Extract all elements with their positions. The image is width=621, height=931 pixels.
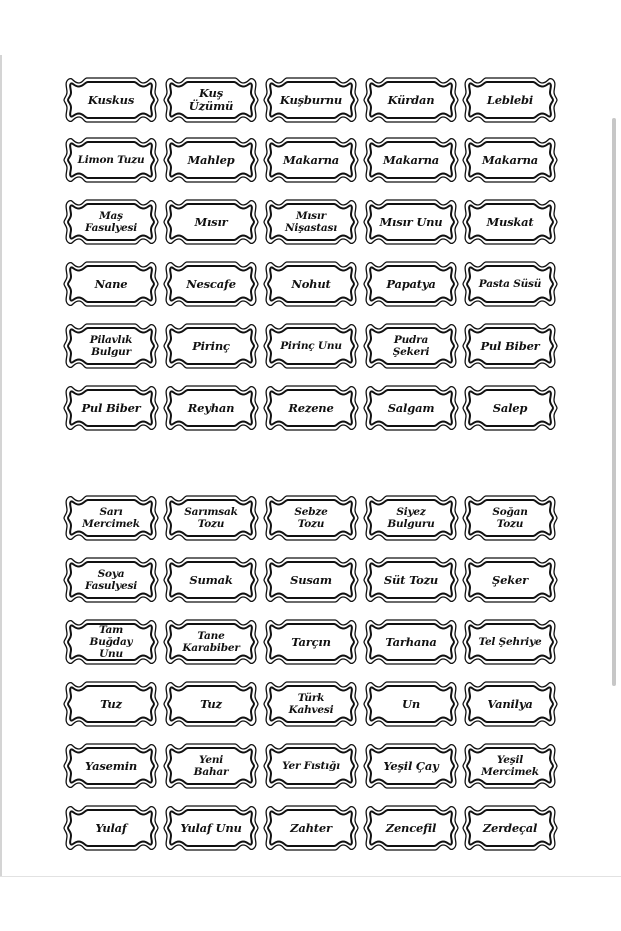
spice-label-text: Salep	[492, 400, 528, 415]
spice-label	[163, 134, 259, 186]
spice-label-text: Pirinç	[192, 338, 230, 353]
spice-label	[462, 74, 558, 126]
spice-label	[263, 678, 359, 730]
spice-label-text: Tarçın	[291, 634, 331, 649]
spice-label-text: Yulaf Unu	[180, 820, 242, 835]
spice-label-text: Vanilya	[487, 696, 533, 711]
spice-label	[263, 554, 359, 606]
spice-label	[163, 492, 259, 544]
spice-label	[263, 382, 359, 434]
spice-label	[63, 196, 159, 248]
spice-label	[63, 74, 159, 126]
spice-label	[462, 678, 558, 730]
spice-label	[363, 802, 459, 854]
spice-label-text: Tam Buğday Unu	[89, 624, 133, 660]
spice-label-text: Papatya	[386, 276, 436, 291]
spice-label-text: Yulaf	[95, 820, 127, 835]
spice-label	[462, 134, 558, 186]
spice-label-text: Makarna	[481, 152, 539, 167]
spice-label	[63, 802, 159, 854]
spice-label-text: Kuşburnu	[279, 92, 343, 107]
spice-label	[363, 740, 459, 792]
spice-label	[263, 740, 359, 792]
spice-label	[363, 320, 459, 372]
spice-label	[163, 382, 259, 434]
spice-label	[462, 616, 558, 668]
spice-label	[363, 492, 459, 544]
spice-label	[462, 554, 558, 606]
spice-label	[163, 740, 259, 792]
spice-label-text: Leblebi	[486, 92, 534, 107]
spice-label-text: Mısır Nişastası	[285, 210, 337, 234]
spice-label-text: Pudra Şekeri	[392, 334, 430, 358]
spice-label	[462, 740, 558, 792]
spice-label-text: Zahter	[290, 820, 332, 835]
spice-label-text: Yeşil Çay	[383, 758, 439, 773]
spice-label	[63, 320, 159, 372]
spice-label	[263, 258, 359, 310]
spice-label	[363, 616, 459, 668]
spice-label	[363, 554, 459, 606]
spice-label	[163, 678, 259, 730]
spice-label-text: Tarhana	[385, 634, 437, 649]
spice-label	[63, 678, 159, 730]
spice-label	[263, 196, 359, 248]
spice-label	[63, 258, 159, 310]
spice-label-text: Mahlep	[187, 152, 235, 167]
spice-label	[163, 258, 259, 310]
spice-label	[263, 492, 359, 544]
spice-label-text: Pirinç Unu	[280, 340, 342, 352]
spice-label	[363, 134, 459, 186]
spice-label-text: Muskat	[486, 214, 534, 229]
spice-label-text: Zencefil	[385, 820, 437, 835]
spice-label	[363, 196, 459, 248]
spice-label-text: Sarımsak Tozu	[184, 506, 238, 530]
spice-label	[363, 258, 459, 310]
spice-label	[163, 802, 259, 854]
spice-label-text: Nescafe	[186, 276, 236, 291]
spice-label-text: Sebze Tozu	[294, 506, 328, 530]
spice-label	[63, 616, 159, 668]
spice-label-text: Şeker	[492, 572, 528, 587]
spice-label	[263, 802, 359, 854]
spice-label-text: Tuz	[100, 696, 122, 711]
spice-label-text: Makarna	[382, 152, 440, 167]
spice-label	[163, 554, 259, 606]
spice-label	[363, 382, 459, 434]
spice-label-text: Pasta Süsü	[478, 278, 542, 290]
spice-label	[363, 678, 459, 730]
spice-label-text: Salgam	[387, 400, 435, 415]
spice-label-text: Pul Biber	[81, 400, 141, 415]
spice-label-text: Pilavlık Bulgur	[89, 334, 133, 358]
spice-label-text: Sarı Mercimek	[82, 506, 140, 530]
spice-label-text: Sumak	[189, 572, 233, 587]
spice-label-text: Süt Tozu	[383, 572, 439, 587]
spice-label-text: Türk Kahvesi	[288, 692, 334, 716]
spice-label-text: Nane	[94, 276, 128, 291]
spice-label	[63, 492, 159, 544]
spice-label-text: Nohut	[291, 276, 331, 291]
spice-label-text: Tel Şehriye	[478, 636, 542, 648]
spice-label-text: Reyhan	[187, 400, 235, 415]
spice-label-text: Makarna	[282, 152, 340, 167]
spice-label	[63, 134, 159, 186]
spice-label-text: Yeni Bahar	[193, 754, 229, 778]
spice-label	[462, 382, 558, 434]
spice-label-text: Limon Tuzu	[77, 154, 145, 166]
spice-label-text: Yer Fıstığı	[282, 760, 340, 772]
spice-label	[263, 320, 359, 372]
spice-label-text: Mısır Unu	[379, 214, 443, 229]
spice-label-text: Kuskus	[87, 92, 135, 107]
spice-label	[163, 320, 259, 372]
spice-label-text: Yasemin	[84, 758, 138, 773]
spice-label-text: Tane Karabiber	[182, 630, 240, 654]
spice-label	[263, 74, 359, 126]
spice-label	[462, 802, 558, 854]
spice-label-text: Soya Fasulyesi	[84, 568, 138, 592]
spice-label	[63, 554, 159, 606]
spice-label-text: Mısır	[194, 214, 228, 229]
spice-label	[363, 74, 459, 126]
spice-label-text: Rezene	[288, 400, 334, 415]
spice-label	[163, 196, 259, 248]
spice-label	[462, 320, 558, 372]
spice-label-text: Pul Biber	[480, 338, 540, 353]
spice-label	[462, 196, 558, 248]
spice-label	[263, 134, 359, 186]
spice-label-text: Soğan Tozu	[492, 506, 528, 530]
spice-label	[462, 258, 558, 310]
spice-label	[163, 616, 259, 668]
spice-label-text: Tuz	[200, 696, 222, 711]
spice-label	[63, 740, 159, 792]
spice-label-text: Kürdan	[387, 92, 435, 107]
spice-label-text: Susam	[290, 572, 332, 587]
spice-label	[163, 74, 259, 126]
spice-label-text: Un	[402, 696, 420, 711]
spice-label	[263, 616, 359, 668]
spice-label-text: Yeşil Mercimek	[481, 754, 539, 778]
spice-label-text: Maş Fasulyesi	[84, 210, 138, 234]
spice-label-text: Kuş Üzümü	[188, 86, 234, 113]
spice-label	[462, 492, 558, 544]
spice-label	[63, 382, 159, 434]
spice-label-text: Siyez Bulguru	[387, 506, 435, 530]
spice-label-text: Zerdeçal	[482, 820, 538, 835]
